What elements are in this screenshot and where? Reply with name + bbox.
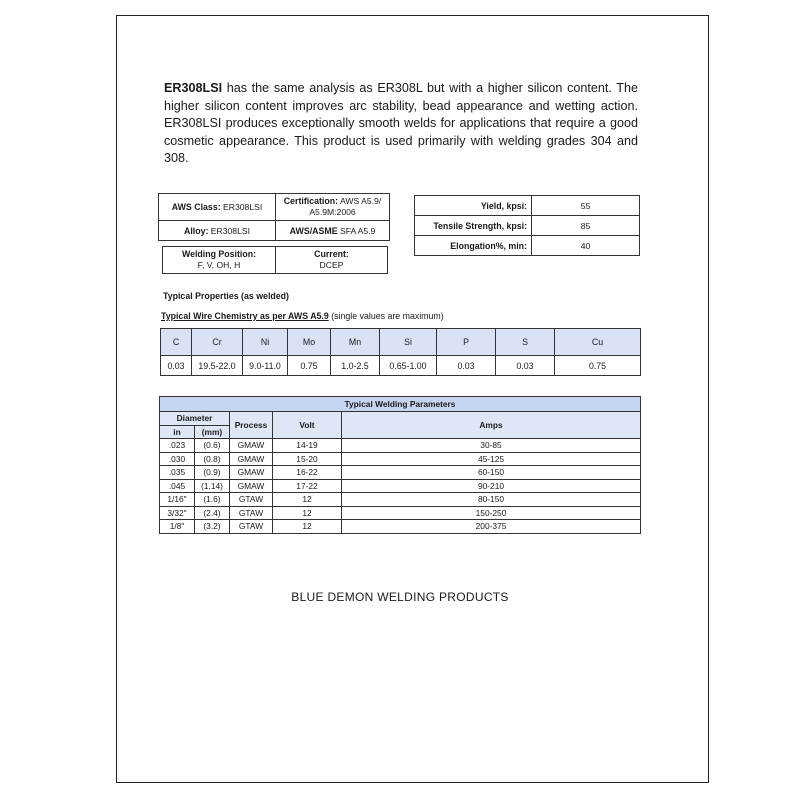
intro-paragraph: [164, 80, 638, 168]
chemistry-table: [160, 328, 641, 376]
table-row: .035 (0.9) GMAW 16-22 60-150: [160, 466, 641, 480]
chemistry-heading: Typical Wire Chemistry as per AWS A5.9 (single values are maximum): [161, 311, 444, 321]
table-row: .030 (0.8) GMAW 15-20 45-125: [160, 452, 641, 466]
welding-parameters-table: Typical Welding Parameters Diameter Process Volt Amps in (mm) .023 (0.6) GMAW 14-19 30-85 .030 (0.8) GMAW 15-20 45-125 .035 (0.9) GMAW 16-22 60-150 .045 (1.14) GMAW 17-22 90-210 1/16" (1.6) GTAW 12 80-150 3/32" (2.4) GTAW 12 150-250 1/8" (3.2) GTAW 12 200-375: [159, 396, 641, 534]
chemistry-values-row: 0.03 19.5-22.0 9.0-11.0 0.75 1.0-2.5 0.65-1.00 0.03 0.03 0.75: [161, 356, 641, 376]
table-row: Elongation%, min: 40: [415, 236, 640, 256]
typical-properties-heading: Typical Properties (as welded): [163, 291, 289, 301]
company-footer: BLUE DEMON WELDING PRODUCTS: [291, 590, 509, 604]
classification-table: AWS Class: ER308LSI Certification: AWS A5.9/ A5.9M:2006 Alloy: ER308LSI AWS/ASME SFA A5.9: [158, 193, 390, 241]
position-current-table: Welding Position: F, V, OH, H Current: DCEP: [162, 246, 388, 274]
table-row: .045 (1.14) GMAW 17-22 90-210: [160, 479, 641, 493]
chemistry-header-row: C Cr Ni Mo Mn Si P S Cu: [161, 329, 641, 356]
table-row: Tensile Strength, kpsi: 85: [415, 216, 640, 236]
welding-table-title: Typical Welding Parameters: [160, 397, 641, 412]
table-row: 1/16" (1.6) GTAW 12 80-150: [160, 493, 641, 507]
table-row: 3/32" (2.4) GTAW 12 150-250: [160, 506, 641, 520]
intro-text: has the same analysis as ER308L but with a higher silicon content. The higher silicon content improves arc stability, bead appearance and wetting action. ER308LSI produces exceptionally smooth welds for applications that require a good cosmetic appearance. This product is used primarily with welding grades 304 and 308.: [164, 81, 638, 166]
table-row: Yield, kpsi: 55: [415, 196, 640, 216]
table-row: .023 (0.6) GMAW 14-19 30-85: [160, 439, 641, 453]
table-row: 1/8" (3.2) GTAW 12 200-375: [160, 520, 641, 534]
product-name: ER308LSI: [164, 81, 223, 95]
mechanical-properties-table: [414, 195, 640, 256]
